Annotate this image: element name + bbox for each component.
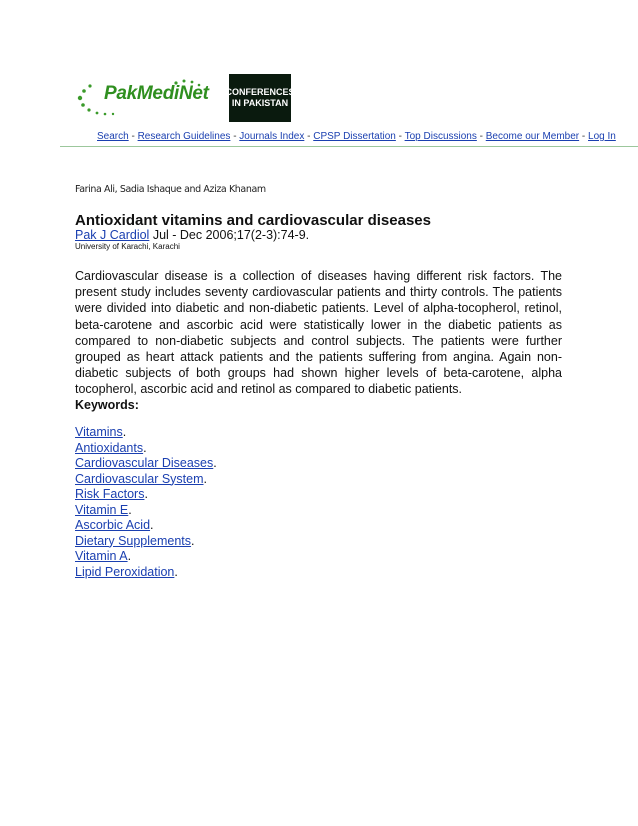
keyword-period: . [143, 440, 147, 455]
keyword-period: . [174, 564, 178, 579]
journal-link[interactable]: Pak J Cardiol [75, 228, 150, 242]
keyword-link-antioxidants[interactable]: Antioxidants [75, 440, 144, 455]
nav-search[interactable]: Search [97, 131, 129, 142]
keyword-period: . [127, 549, 132, 563]
conferences-logo[interactable] [225, 74, 295, 122]
nav-journals-index[interactable]: Journals Index [239, 131, 305, 142]
keyword-link-risk-factors[interactable]: Risk Factors [75, 487, 145, 501]
keyword-link-vitamins[interactable]: Vitamins [75, 425, 123, 439]
header-divider [60, 146, 638, 147]
site-header [0, 0, 638, 150]
keyword-item [75, 441, 217, 457]
keyword-link-cardiovascular-diseases[interactable]: Cardiovascular Diseases [75, 456, 214, 470]
keyword-period: . [122, 425, 127, 439]
keyword-item [75, 534, 217, 550]
conf-line-2: IN PAKISTAN [231, 98, 289, 108]
keyword-link-vitamin-a[interactable]: Vitamin A [75, 549, 128, 563]
nav-separator: - [307, 131, 314, 142]
keyword-link-dietary-supplements[interactable]: Dietary Supplements [75, 533, 192, 548]
nav-separator: - [479, 131, 486, 142]
keyword-item [75, 456, 217, 472]
keyword-item [75, 503, 217, 519]
nav-become-member[interactable]: Become our Member [485, 131, 580, 142]
keyword-item [75, 565, 217, 581]
keyword-period: . [191, 533, 195, 548]
article-title: Antioxidant vitamins and cardiovascular diseases [75, 212, 431, 229]
keyword-item [75, 518, 217, 534]
nav-cpsp-dissertation[interactable]: CPSP Dissertation [313, 131, 396, 142]
keyword-period: . [128, 502, 132, 517]
keyword-period: . [203, 471, 207, 486]
top-nav [97, 131, 638, 142]
keyword-link-cardiovascular-system[interactable]: Cardiovascular System [75, 471, 204, 486]
nav-log-in[interactable]: Log In [588, 131, 616, 142]
keyword-link-vitamin-e[interactable]: Vitamin E [75, 502, 129, 517]
article-authors: Farina Ali, Sadia Ishaque and Aziza Khanam [75, 184, 266, 195]
logo-text: PakMediNet [104, 83, 209, 104]
pakmedinet-logo[interactable] [76, 78, 226, 118]
keyword-link-ascorbic-acid[interactable]: Ascorbic Acid [75, 518, 151, 532]
article-citation [75, 228, 309, 242]
nav-separator: - [131, 131, 138, 142]
nav-separator: - [398, 131, 405, 142]
conf-line-1: CONFERENCES [225, 87, 295, 97]
keyword-item [75, 549, 217, 565]
nav-research-guidelines[interactable]: Research Guidelines [137, 131, 231, 142]
article-affiliation: University of Karachi, Karachi [75, 242, 180, 251]
article-abstract: Cardiovascular disease is a collection of diseases having different risk factors. The present study includes seventy cardiovascular patients and thirty controls. The patients were divided into diabetic and non-diabetic patients. Level of alpha-tocopherol, retinol, beta-carotene and ascorbic acid were statistically lower in the diabetic patients as compared to non-diabetic subjects and control subjects. The patients were further grouped as heart attack patients and the patients suffering from angina. Again non-diabetic subjects of both groups had shown higher levels of beta-carotene, alpha tocopherol, ascorbic acid and retinol as compared to diabetic patients. [75, 269, 562, 397]
keyword-item [75, 425, 217, 441]
nav-separator: - [581, 131, 589, 142]
keyword-item [75, 472, 217, 488]
keyword-period: . [213, 456, 217, 470]
nav-separator: - [233, 131, 240, 142]
keyword-item [75, 487, 217, 503]
nav-top-discussions[interactable]: Top Discussions [404, 131, 477, 142]
keyword-link-lipid-peroxidation[interactable]: Lipid Peroxidation [75, 564, 175, 579]
citation-details: Jul - Dec 2006;17(2-3):74-9. [149, 228, 310, 242]
keywords-heading: Keywords: [75, 398, 139, 412]
keyword-period: . [150, 518, 154, 532]
keywords-list [75, 425, 217, 580]
keyword-period: . [144, 487, 148, 501]
